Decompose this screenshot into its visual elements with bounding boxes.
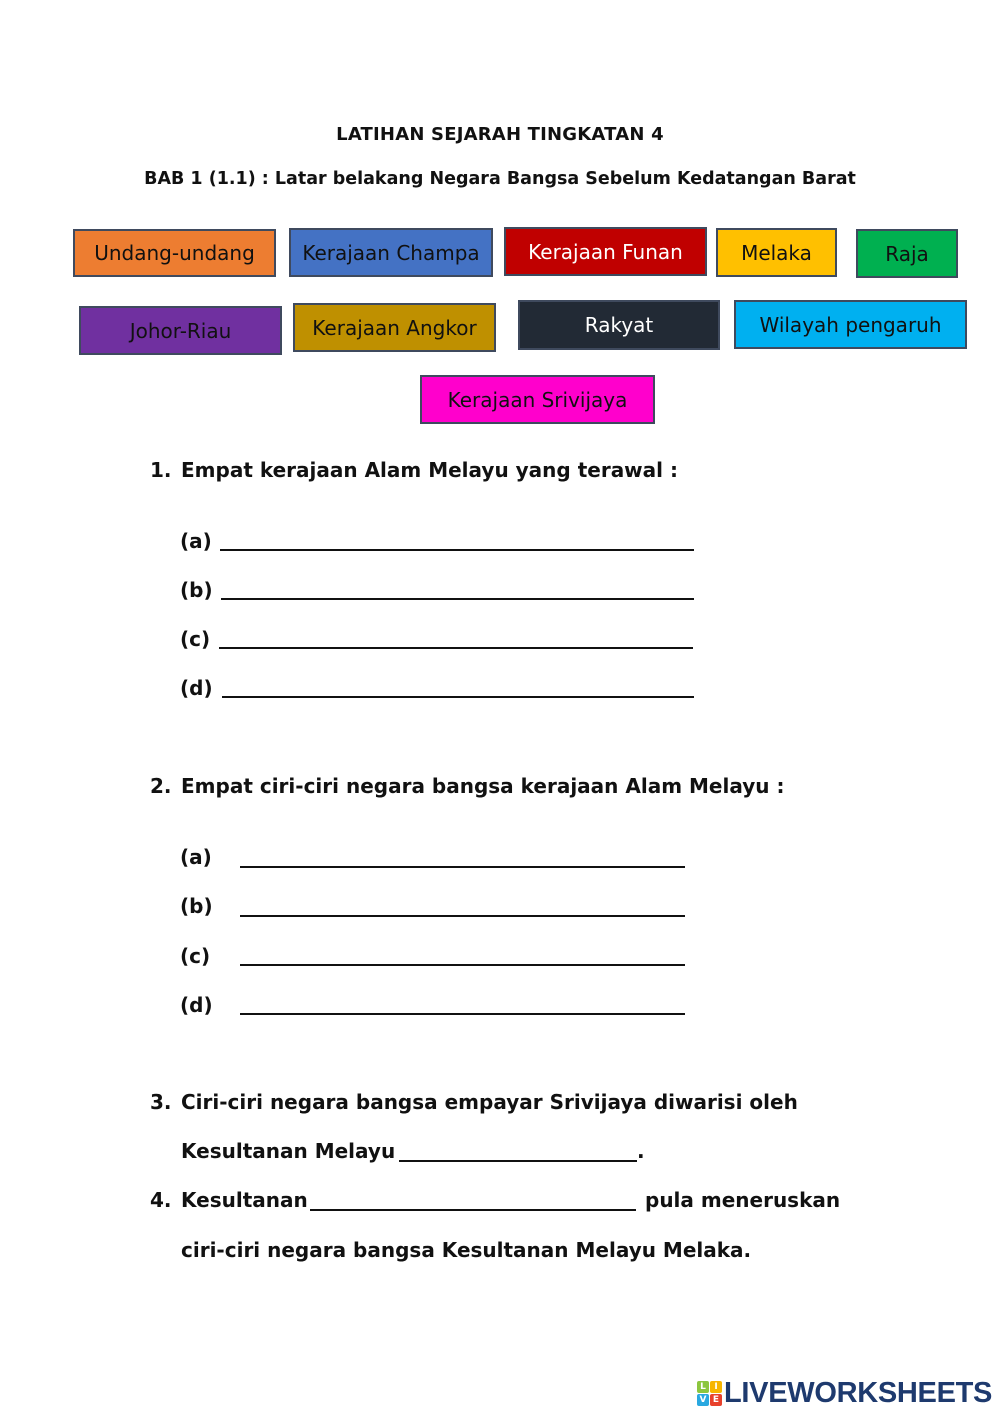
question-number: 3. (150, 1090, 172, 1114)
answer-label: (a) (180, 529, 212, 553)
logo-block-v: V (697, 1394, 709, 1406)
answer-blank-4[interactable] (310, 1209, 636, 1211)
answer-label: (b) (180, 894, 213, 918)
question-number: 1. (150, 458, 172, 482)
worksheet-title: LATIHAN SEJARAH TINGKATAN 4 (336, 124, 664, 145)
word-chip-label: Kerajaan Funan (528, 239, 683, 264)
question-text: Ciri-ciri negara bangsa empayar Srivijaya diwarisi oleh (181, 1090, 798, 1114)
brand-name: LIVEWORKSHEETS (724, 1377, 993, 1409)
answer-blank-1d[interactable] (222, 696, 694, 698)
question-text: Empat ciri-ciri negara bangsa kerajaan Alam Melayu : (181, 774, 785, 798)
word-chip-undang-undang[interactable] (73, 229, 276, 277)
word-chip-label: Raja (885, 241, 929, 266)
word-chip-kerajaan-srivijaya[interactable] (420, 375, 655, 424)
logo-block-l: L (697, 1381, 709, 1393)
question-number: 2. (150, 774, 172, 798)
word-chip-rakyat[interactable] (518, 300, 720, 350)
word-chip-melaka[interactable] (716, 228, 837, 277)
word-chip-label: Kerajaan Champa (302, 240, 480, 265)
question-text-prefix: Kesultanan (181, 1188, 308, 1212)
word-chip-johor-riau[interactable] (79, 306, 282, 355)
question-punctuation: . (637, 1139, 645, 1163)
answer-label: (c) (180, 627, 211, 651)
word-chip-wilayah-pengaruh[interactable] (734, 300, 967, 349)
question-text-line2: ciri-ciri negara bangsa Kesultanan Melayu Melaka. (181, 1238, 752, 1262)
word-chip-label: Kerajaan Srivijaya (447, 387, 628, 412)
answer-label: (b) (180, 578, 213, 602)
answer-blank-2d[interactable] (240, 1013, 685, 1015)
liveworksheets-logo (697, 1377, 992, 1410)
answer-blank-1b[interactable] (221, 598, 694, 600)
answer-blank-3[interactable] (399, 1160, 637, 1162)
live-blocks-icon (697, 1381, 722, 1406)
answer-label: (c) (180, 944, 211, 968)
answer-label: (d) (180, 676, 213, 700)
word-chip-kerajaan-angkor[interactable] (293, 303, 496, 352)
question-text: Empat kerajaan Alam Melayu yang terawal : (181, 458, 678, 482)
word-chip-label: Undang-undang (94, 241, 255, 265)
word-chip-kerajaan-funan[interactable] (504, 227, 707, 276)
logo-block-i: I (710, 1381, 722, 1393)
answer-blank-1a[interactable] (220, 549, 694, 551)
word-chip-label: Melaka (741, 240, 812, 265)
answer-blank-2b[interactable] (240, 915, 685, 917)
word-chip-label: Kerajaan Angkor (312, 315, 477, 340)
worksheet-subtitle: BAB 1 (1.1) : Latar belakang Negara Bangsa Sebelum Kedatangan Barat (144, 169, 856, 189)
question-text-suffix: pula meneruskan (645, 1188, 841, 1212)
word-chip-raja[interactable] (856, 229, 958, 278)
answer-label: (a) (180, 845, 212, 869)
word-chip-label: Rakyat (584, 313, 654, 337)
answer-blank-2a[interactable] (240, 866, 685, 868)
logo-block-e: E (710, 1394, 722, 1406)
answer-blank-1c[interactable] (219, 647, 693, 649)
word-chip-label: Johor-Riau (129, 318, 232, 343)
answer-blank-2c[interactable] (240, 964, 685, 966)
question-text-line2: Kesultanan Melayu (181, 1139, 396, 1163)
word-chip-label: Wilayah pengaruh (759, 312, 942, 337)
answer-label: (d) (180, 993, 213, 1017)
question-number: 4. (150, 1188, 172, 1212)
word-chip-kerajaan-champa[interactable] (289, 228, 493, 277)
